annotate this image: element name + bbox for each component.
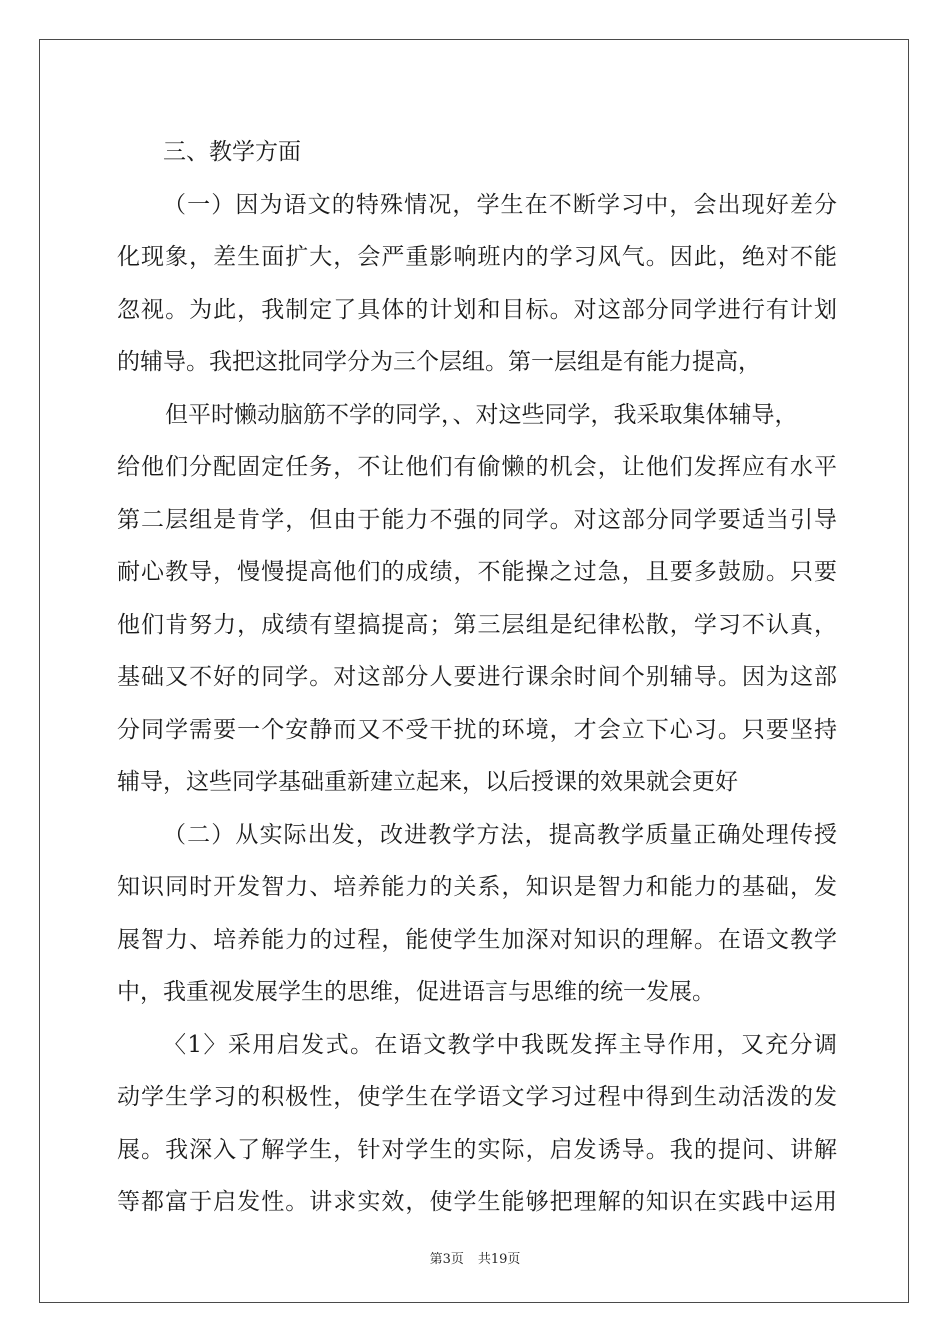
paragraph-line: 化现象，差生面扩大，会严重影响班内的学习风气。因此，绝对不能 — [117, 244, 837, 270]
paragraph-line: 分同学需要一个安静而又不受干扰的环境，才会立下心习。只要坚持 — [117, 716, 837, 743]
paragraph-line: 基础又不好的同学。对这部分人要进行课余时间个别辅导。因为这部 — [117, 664, 837, 690]
paragraph-line: 动学生学习的积极性，使学生在学语文学习过程中得到生动活泼的发 — [117, 1084, 837, 1110]
paragraph-line: （二）从实际出发，改进教学方法，提高教学质量正确处理传授 — [163, 821, 837, 848]
paragraph-line: 但平时懒动脑筋不学的同学，、对这些同学，我采取集体辅导， — [165, 401, 798, 428]
paragraph-line: 中，我重视发展学生的思维，促进语言与思维的统一发展。 — [117, 979, 715, 1005]
paragraph-line: （一）因为语文的特殊情况，学生在不断学习中，会出现好差分 — [163, 191, 837, 218]
paragraph-line: 耐心教导，慢慢提高他们的成绩，不能操之过急，且要多鼓励。只要 — [117, 559, 837, 585]
paragraph-line: 展智力、培养能力的过程，能使学生加深对知识的理解。在语文教学 — [117, 926, 837, 953]
paragraph-line: 忽视。为此，我制定了具体的计划和目标。对这部分同学进行有计划 — [117, 296, 837, 323]
paragraph-line: 的辅导。我把这批同学分为三个层组。第一层组是有能力提高， — [117, 349, 761, 375]
page-footer — [0, 1248, 950, 1267]
paragraph-line: 〈1〉采用启发式。在语文教学中我既发挥主导作用，又充分调 — [163, 1031, 837, 1058]
page-number: 第3页 — [429, 1252, 464, 1267]
paragraph-line: 给他们分配固定任务，不让他们有偷懒的机会，让他们发挥应有水平 — [117, 454, 837, 480]
paragraph-line: 知识同时开发智力、培养能力的关系，知识是智力和能力的基础，发 — [117, 874, 837, 900]
document-body — [117, 126, 837, 1229]
paragraph-line: 他们肯努力，成绩有望搞提高；第三层组是纪律松散，学习不认真， — [117, 611, 837, 638]
paragraph-line: 展。我深入了解学生，针对学生的实际，启发诱导。我的提问、讲解 — [117, 1136, 837, 1163]
paragraph-line: 等都富于启发性。讲求实效，使学生能够把理解的知识在实践中运用 — [117, 1189, 837, 1215]
page-total: 共19页 — [477, 1252, 521, 1267]
section-heading: 三、教学方面 — [163, 139, 301, 165]
paragraph-line: 第二层组是肯学，但由于能力不强的同学。对这部分同学要适当引导 — [117, 506, 837, 533]
paragraph-line: 辅导，这些同学基础重新建立起来，以后授课的效果就会更好 — [117, 769, 738, 795]
